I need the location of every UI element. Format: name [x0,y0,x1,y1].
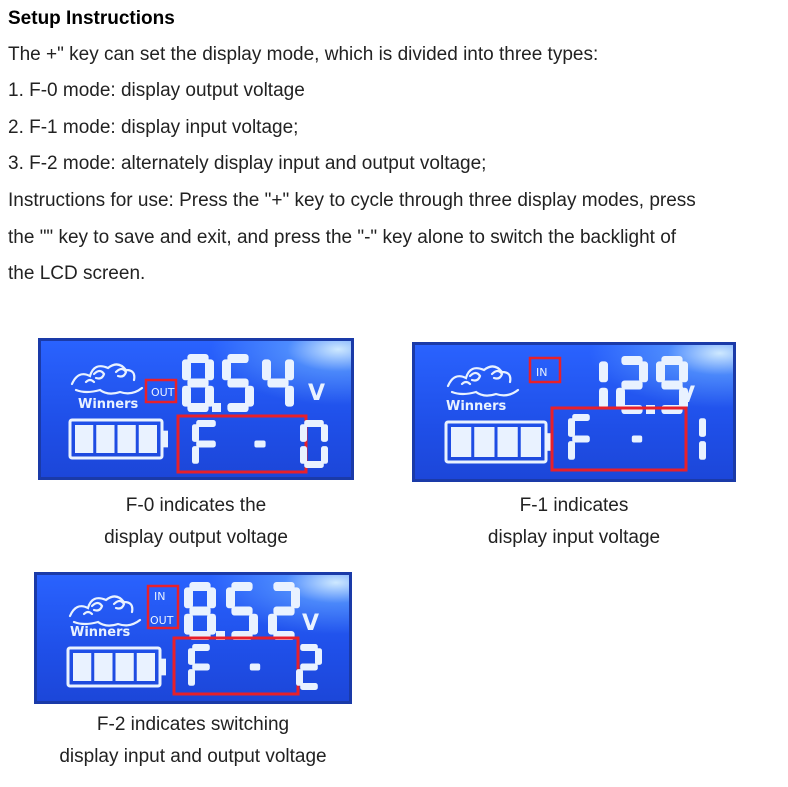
panel-caption-f1 [412,490,736,554]
panel-caption-f0 [38,490,354,554]
out-indicator: OUT [150,614,174,627]
lcd-display-f0 [38,338,354,480]
unit-label: V [308,381,326,406]
instruction-line: the "" key to save and exit, and press the "-" key alone to switch the backlight of [8,227,677,248]
mode-digit [188,644,210,686]
voltage-digit [222,354,254,412]
mode-digit [699,418,706,460]
cloud-logo-icon [72,364,142,393]
instruction-line: 1. F-0 mode: display output voltage [8,80,305,101]
caption-line: display input voltage [487,527,661,548]
caption-line: F-0 indicates the [125,495,267,516]
voltage-digit [182,354,214,412]
caption-line: display output voltage [104,527,288,548]
mode-dash [254,441,265,448]
instruction-line: The +" key can set the display mode, which is divided into three types: [8,44,599,65]
mode-dash [250,664,260,671]
cloud-logo-icon [70,596,140,625]
instruction-line: 2. F-1 mode: display input voltage; [8,117,299,138]
in-indicator: IN [154,590,166,603]
instruction-line: the LCD screen. [8,263,146,284]
battery-icon [70,420,168,458]
mode-dash [632,436,642,443]
unit-label: V [678,383,696,408]
mode-digit [192,420,216,464]
voltage-digit [599,361,608,408]
instruction-line: 3. F-2 mode: alternately display input and output voltage; [8,153,487,174]
voltage-digit [226,582,258,640]
caption-line: display input and output voltage [59,746,327,767]
out-indicator: OUT [151,386,175,399]
voltage-digit [262,359,294,406]
mode-digit [300,420,328,468]
decimal-point [212,403,221,412]
brand-label: Winners [446,399,507,414]
lcd-display-f1 [412,342,736,482]
mode-digit [568,414,590,460]
lcd-display-f2 [34,572,352,704]
brand-label: Winners [78,397,139,412]
caption-line: F-1 indicates [519,495,629,516]
battery-icon [68,648,166,686]
mode-highlight-box [552,408,686,470]
page-title: Setup Instructions [8,8,175,29]
battery-icon [446,422,552,462]
voltage-digit [268,582,300,640]
cloud-logo-icon [448,366,518,395]
voltage-digit [184,582,216,640]
instruction-line: Instructions for use: Press the "+" key to cycle through three display modes, press [8,190,696,211]
mode-digit [296,644,322,690]
in-indicator: IN [536,366,548,379]
caption-line: F-2 indicates switching [96,714,290,735]
unit-label: V [302,611,320,636]
panel-caption-f2 [20,709,366,773]
voltage-digit [616,356,648,414]
brand-label: Winners [70,625,131,640]
